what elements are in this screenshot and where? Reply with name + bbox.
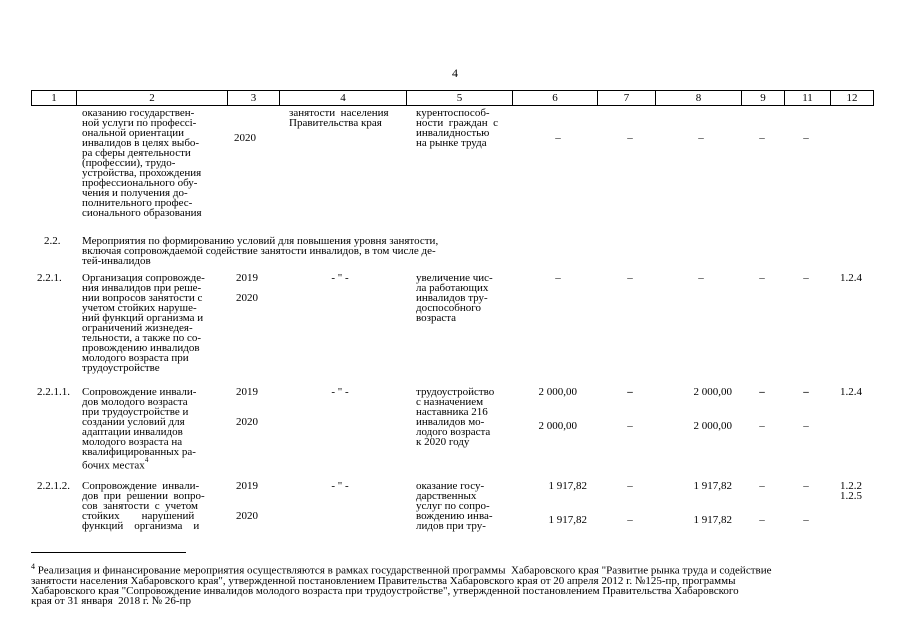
col-header: 3 — [228, 91, 280, 106]
row-2-2-1-1-c7-2019: – — [627, 386, 633, 398]
cont-measure-text: оказанию государствен- ной услуги по профессi- ональной ориентации инвалидов в целях выбо- ра сферы деятельности (профессии), трудо- устройства, прохождения профессионального обу- чения и получения до- полнительного профес- сионального образования — [82, 107, 202, 219]
row-2-2-1-2-result: оказание госу- дарственных услуг по сопро- вождению инва- лидов при тру- — [416, 480, 493, 532]
cont-executor: занятости населения Правительства края — [289, 107, 389, 129]
row-2-2-1-1-result: трудоустройство с назначением наставника 216 инвалидов мо- лодого возраста к 2020 году — [416, 386, 495, 448]
row-2-2-1-1-measure — [82, 387, 196, 471]
row-2-2-1-2-c9-2019: – — [759, 480, 765, 492]
row-2-2-1-2-c7-2020: – — [627, 514, 633, 526]
row-2-2-1-2-c11-2019: – — [803, 480, 809, 492]
footnote-ref: 4 — [144, 456, 149, 464]
row-2-2-1-1-c7-2020: – — [627, 420, 633, 432]
row-2-2-1-c11: – — [803, 272, 809, 284]
row-2-2-1-number: 2.2.1. — [37, 272, 62, 284]
row-2-2-1-1-c9-2020: – — [759, 420, 765, 432]
row-2-2-1-measure: Организация сопровожде- ния инвалидов при реше- нии вопросов занятости с учетом стойких наруше- ний функций организма и ограничений жизнедея- тельности, а также по со- провождению инвалидов молодого возраста при трудоустройстве — [82, 272, 205, 374]
row-2-2-1-1-c6-2019: 2 000,00 — [538, 386, 577, 398]
col-header: 9 — [742, 91, 785, 106]
row-2-2-1-1-c6-2020: 2 000,00 — [538, 420, 577, 432]
row-2-2-1-1-ref: 1.2.4 — [840, 386, 862, 398]
row-2-2-1-2-c8-2020: 1 917,82 — [693, 514, 732, 526]
row-2-2-1-1-c11-2019: – — [803, 386, 809, 398]
cont-c11: – — [803, 132, 809, 144]
col-header: 7 — [598, 91, 656, 106]
row-2-2-1-1-years: 2019 2020 — [236, 386, 258, 428]
row-2-2-1-2-c9-2020: – — [759, 514, 765, 526]
measure-text: Сопровождение инвали- дов молодого возраста при трудоустройстве и создании условий для адаптации инвалидов молодого возраста на квалифицированных ра- бочих местах — [82, 386, 197, 472]
row-2-2-1-1-number: 2.2.1.1. — [37, 386, 70, 398]
row-2-2-1-1-c8-2020: 2 000,00 — [693, 420, 732, 432]
col-header: 8 — [656, 91, 742, 106]
row-2-2-1-years: 2019 2020 — [236, 272, 258, 304]
col-header: 11 — [785, 91, 831, 106]
row-2-2-1-1-c8-2019: 2 000,00 — [693, 386, 732, 398]
row-2-2-1-1-c9-2019: – — [759, 386, 765, 398]
page-number: 4 — [452, 66, 458, 80]
row-2-2-1-2-c7-2019: – — [627, 480, 633, 492]
column-header-row — [32, 91, 874, 106]
row-2-2-1-2-measure: Сопровождение инвали- дов при решении вопро- сов занятости с учетом стойких нарушений функций организма и — [82, 480, 205, 532]
footnote-separator — [31, 552, 186, 553]
row-2-2-1-executor: - " - — [331, 272, 349, 284]
footnote-mark: 4 — [31, 562, 35, 571]
col-header: 4 — [280, 91, 407, 106]
cont-c8: – — [698, 132, 704, 144]
row-2-2-1-2-c6-2020: 1 917,82 — [548, 514, 587, 526]
col-header: 5 — [407, 91, 513, 106]
cont-c7: – — [627, 132, 633, 144]
footnote-text: Реализация и финансирование мероприятия осуществляются в рамках государственной программы Хабаровского края "Развитие рынка труда и содействие занятости населения Хабаровского края", утвержденной постановлением Правительства Хабаровского края от 20 апреля 2012 г. №125-пр, программы Хабаровского края "Сопровождение инвалидов молодого возраста при трудоустройстве", утвержденной постановлением Правительства Хабаровского края от 31 января 2018 г. № 26-пр — [31, 564, 772, 607]
cont-year: 2020 — [234, 132, 256, 144]
row-2-2-1-result: увеличение чис- ла работающих инвалидов тру- доспособного возраста — [416, 272, 493, 324]
row-2-2-1-2-c8-2019: 1 917,82 — [693, 480, 732, 492]
col-header: 6 — [513, 91, 598, 106]
row-2-2-1-2-ref: 1.2.2 1.2.5 — [840, 480, 862, 502]
cont-result: курентоспособ- ности граждан с инвалидностью на рынке труда — [416, 107, 498, 149]
row-2-2-1-1-c11-2020: – — [803, 420, 809, 432]
row-2-2-1-2-c6-2019: 1 917,82 — [548, 480, 587, 492]
row-2-2-1-c9: – — [759, 272, 765, 284]
row-2-2-1-1-executor: - " - — [331, 386, 349, 398]
row-2-2-1-2-number: 2.2.1.2. — [37, 480, 70, 492]
row-2-2-number: 2.2. — [44, 235, 61, 247]
row-2-2-1-c7: – — [627, 272, 633, 284]
row-2-2-1-c8: – — [698, 272, 704, 284]
row-2-2-1-2-c11-2020: – — [803, 514, 809, 526]
row-2-2-heading: Мероприятия по формированию условий для повышения уровня занятости, включая сопровождаемой содействие занятости инвалидов, в том числе де- тей-инвалидов — [82, 235, 439, 267]
col-header: 12 — [831, 91, 874, 106]
row-2-2-1-ref: 1.2.4 — [840, 272, 862, 284]
row-2-2-1-2-years: 2019 2020 — [236, 480, 258, 522]
cont-c9: – — [759, 132, 765, 144]
cont-c6: – — [555, 132, 561, 144]
footnote — [31, 562, 876, 606]
column-header-table — [31, 90, 874, 106]
col-header: 1 — [32, 91, 77, 106]
row-2-2-1-2-executor: - " - — [331, 480, 349, 492]
col-header: 2 — [77, 91, 228, 106]
row-2-2-1-c6: – — [555, 272, 561, 284]
